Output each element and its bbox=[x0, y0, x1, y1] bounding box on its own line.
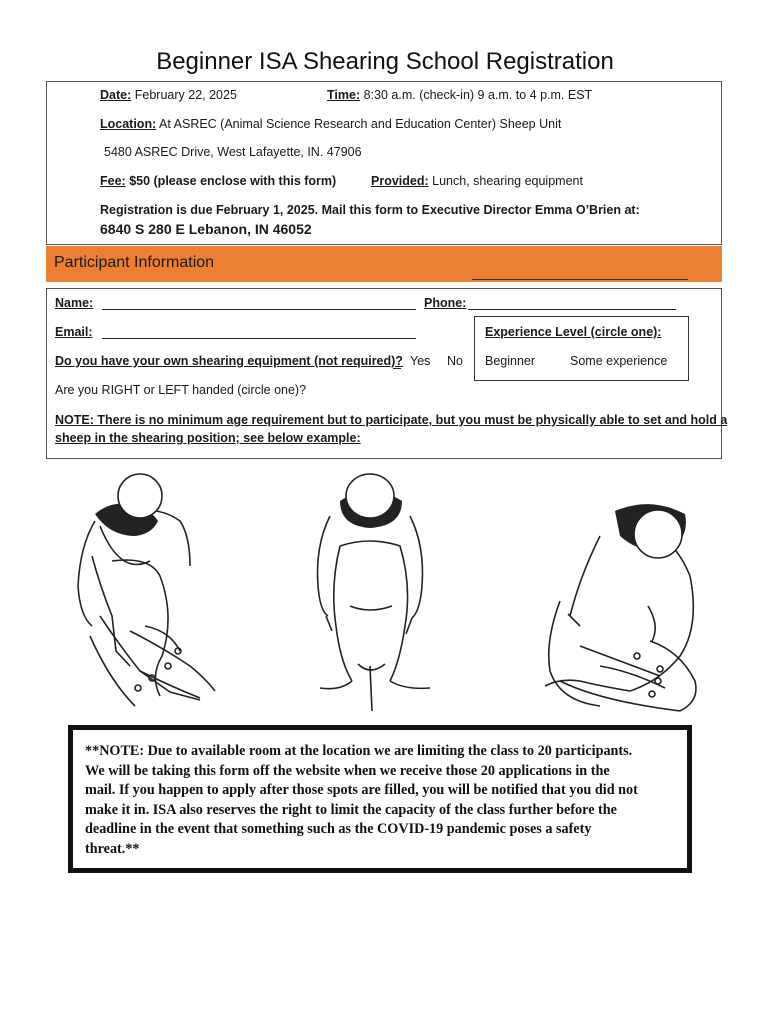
shearing-position-illustrations bbox=[40, 466, 730, 728]
name-label: Name: bbox=[55, 296, 94, 310]
capacity-notice-box bbox=[68, 725, 692, 873]
experience-label: Experience Level (circle one): bbox=[485, 325, 662, 339]
equipment-yes-option[interactable]: Yes bbox=[410, 354, 431, 368]
date-label: Date: bbox=[100, 88, 132, 102]
notice-line-5: deadline in the event that something such as the COVID-19 pandemic poses a safety bbox=[85, 821, 592, 838]
notice-line-6: threat.** bbox=[85, 840, 140, 857]
notice-line-3: mail. If you happen to apply after those spots are filled, you will be notified that you did not bbox=[85, 782, 638, 799]
equipment-question: Do you have your own shearing equipment (not required)? bbox=[55, 354, 403, 368]
location-row bbox=[100, 117, 561, 131]
equipment-no-option[interactable]: No bbox=[447, 354, 463, 368]
equipment-question-line bbox=[393, 356, 401, 369]
notice-line-2: We will be taking this form off the website when we receive those 20 applications in the bbox=[85, 762, 610, 779]
notice-line-4: make it in. ISA also reserves the right to limit the capacity of the class further before the bbox=[85, 801, 617, 818]
date-row bbox=[100, 88, 237, 102]
phone-field[interactable] bbox=[468, 297, 676, 310]
fee-value: $50 (please enclose with this form) bbox=[129, 174, 337, 188]
participant-section-title: Participant Information bbox=[54, 254, 215, 271]
location-label: Location: bbox=[100, 117, 157, 131]
shearing-figure-2 bbox=[318, 516, 431, 711]
handed-question: Are you RIGHT or LEFT handed (circle one)? bbox=[55, 383, 307, 397]
provided-value: Lunch, shearing equipment bbox=[432, 174, 583, 188]
figure-1-head bbox=[118, 474, 162, 518]
time-row bbox=[327, 88, 592, 102]
notice-line-1: **NOTE: Due to available room at the location we are limiting the class to 20 participants. bbox=[85, 743, 633, 759]
mail-address: 6840 S 280 E Lebanon, IN 46052 bbox=[100, 221, 312, 237]
age-note-line-2: sheep in the shearing position; see below example: bbox=[55, 431, 361, 445]
location-value: At ASREC (Animal Science Research and Education Center) Sheep Unit bbox=[159, 117, 562, 131]
experience-option-beginner[interactable]: Beginner bbox=[485, 354, 536, 368]
participant-section-header bbox=[46, 246, 722, 282]
registration-note: Registration is due February 1, 2025. Mail this form to Executive Director Emma O’Brien at: bbox=[100, 203, 640, 217]
experience-option-some[interactable]: Some experience bbox=[570, 354, 668, 368]
time-label: Time: bbox=[327, 88, 361, 102]
fee-label: Fee: bbox=[100, 174, 126, 188]
provided-label: Provided: bbox=[371, 174, 429, 188]
page-title: Beginner ISA Shearing School Registration bbox=[156, 48, 614, 75]
email-field[interactable] bbox=[102, 326, 416, 339]
fee-row bbox=[100, 174, 336, 188]
time-value: 8:30 a.m. (check-in) 9 a.m. to 4 p.m. EST bbox=[363, 88, 593, 102]
name-field[interactable] bbox=[102, 297, 416, 310]
figure-2-head bbox=[346, 474, 394, 518]
age-note-line-1: NOTE: There is no minimum age requirement but to participate, but you must be physically able to set and hold a bbox=[55, 413, 728, 427]
address-line: 5480 ASREC Drive, West Lafayette, IN. 47906 bbox=[104, 145, 362, 159]
email-label: Email: bbox=[55, 325, 93, 339]
figure-3-head bbox=[634, 510, 682, 558]
phone-label: Phone: bbox=[424, 296, 467, 310]
date-value: February 22, 2025 bbox=[134, 88, 237, 102]
provided-row bbox=[371, 174, 583, 188]
shearing-figure-1 bbox=[78, 510, 215, 706]
header-underline bbox=[472, 279, 688, 280]
